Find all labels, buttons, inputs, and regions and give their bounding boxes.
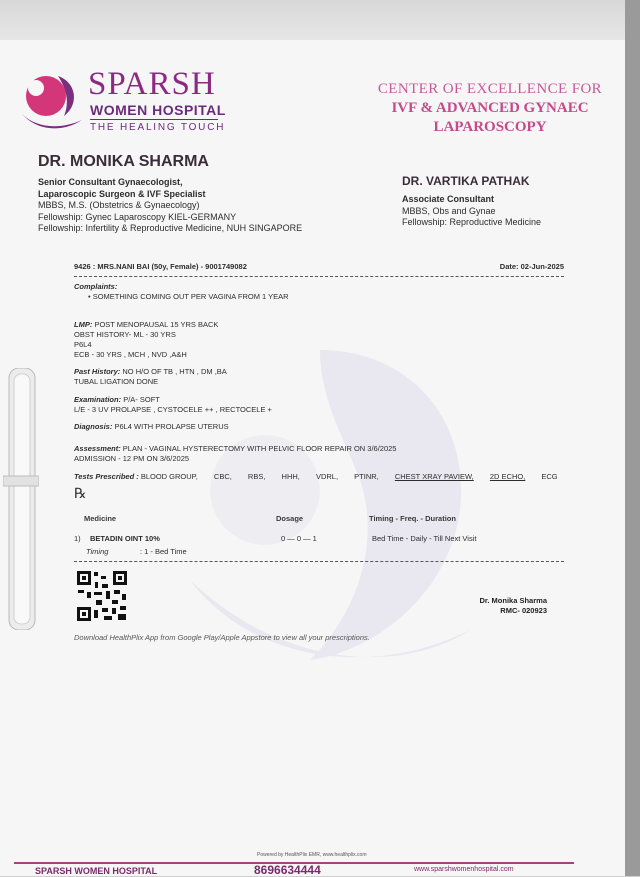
brand-name: SPARSH	[88, 66, 216, 102]
signature-name: Dr. Monika Sharma	[479, 596, 547, 605]
doctor1-fellowship2: Fellowship: Infertility & Reproductive Medicine, NUH SINGAPORE	[38, 223, 303, 233]
timing-column-header: Timing - Freq. - Duration	[369, 514, 456, 523]
examination-label: Examination:	[74, 395, 122, 404]
footer-hospital: SPARSH WOMEN HOSPITAL	[35, 866, 158, 876]
patient-header	[74, 262, 564, 272]
obst-history: OBST HISTORY- ML - 30 YRS	[74, 330, 176, 339]
footer-website: www.sparshwomenhospital.com	[414, 866, 514, 873]
footer-phone: 8696634444	[254, 863, 321, 877]
signature-block	[470, 596, 547, 616]
para-status: P6L4	[74, 340, 92, 349]
coe-line1: CENTER OF EXCELLENCE FOR	[377, 81, 603, 97]
test-item: VDRL,	[315, 472, 339, 481]
doctor2-block	[402, 174, 541, 229]
prescription-date: Date: 02-Jun-2025	[499, 262, 564, 271]
examination-value: P/A- SOFT	[123, 395, 160, 404]
admission-info: ADMISSION - 12 PM ON 3/6/2025	[74, 454, 190, 463]
footer	[14, 863, 584, 877]
rx-symbol: ℞	[74, 487, 87, 502]
coe-line2: IVF & ADVANCED GYNAEC	[391, 100, 589, 116]
test-item: 2D ECHO,	[489, 472, 526, 481]
past-history-section	[74, 367, 227, 387]
doctor1-fellowship1: Fellowship: Gynec Laparoscopy KIEL-GERMANY	[38, 211, 237, 222]
timing-label: Timing	[86, 547, 109, 556]
medicine-name: BETADIN OINT 10%	[90, 534, 160, 543]
diagnosis-section	[74, 422, 229, 432]
test-item: CBC,	[213, 472, 232, 481]
doctor2-title: Associate Consultant	[402, 194, 495, 204]
paper-top-edge	[0, 0, 640, 40]
patient-info: 9426 : MRS.NANI BAI (50y, Female) - 9001749082	[74, 262, 247, 271]
test-item: BLOOD GROUP,	[140, 472, 198, 481]
medicine-timing: Bed Time - Daily - Till Next Visit	[372, 534, 477, 543]
ecb-history: ECB - 30 YRS , MCH , NVD ,A&H	[74, 350, 187, 359]
paper-right-shadow	[625, 0, 640, 876]
complaints-section	[74, 282, 289, 302]
doctor1-title: Senior Consultant Gynaecologist,	[38, 177, 183, 187]
assessment-section	[74, 444, 396, 464]
past-history-label: Past History:	[74, 367, 121, 376]
medicine-dosage: 0 — 0 — 1	[281, 534, 317, 543]
timing-value: : 1 - Bed Time	[140, 547, 187, 556]
tubal-ligation: TUBAL LIGATION DONE	[74, 377, 159, 386]
brand-subtitle: WOMEN HOSPITAL	[90, 102, 226, 118]
header-rule	[74, 276, 564, 277]
hospital-logo-icon	[20, 70, 84, 132]
brand-divider	[90, 119, 218, 120]
coe-line3: LAPAROSCOPY	[433, 119, 547, 135]
complaint-item: • SOMETHING COMING OUT PER VAGINA FROM 1 YEAR	[88, 292, 289, 301]
medicine-column-header: Medicine	[84, 514, 117, 523]
assessment-label: Assessment:	[74, 444, 121, 453]
tests-label: Tests Prescribed :	[74, 472, 139, 481]
assessment-value: PLAN - VAGINAL HYSTERECTOMY WITH PELVIC FLOOR REPAIR ON 3/6/2025	[122, 444, 397, 453]
brand-tagline: THE HEALING TOUCH	[90, 122, 226, 133]
medicine-rule	[74, 561, 564, 562]
tests-section	[74, 472, 572, 481]
signature-rmc: RMC- 020923	[500, 606, 547, 615]
test-item: PTINR,	[354, 472, 379, 481]
download-app-note: Download HealthPlix App from Google Play/Apple Appstore to view all your prescriptions.	[74, 633, 370, 642]
doctor2-fellowship: Fellowship: Reproductive Medicine	[402, 217, 542, 227]
examination-section	[74, 395, 272, 415]
doctor1-specialty: Laparoscopic Surgeon & IVF Specialist	[38, 188, 206, 199]
dosage-column-header: Dosage	[276, 514, 304, 523]
past-history-value: NO H/O OF TB , HTN , DM ,BA	[122, 367, 227, 376]
doctor2-degree: MBBS, Obs and Gynae	[402, 205, 496, 216]
test-item: HHH,	[281, 472, 300, 481]
diagnosis-label: Diagnosis:	[74, 422, 113, 431]
history-section	[74, 320, 218, 360]
lmp-label: LMP:	[74, 320, 93, 329]
qr-code-icon	[76, 570, 128, 622]
test-item: RBS,	[247, 472, 266, 481]
test-item: CHEST XRAY PAVIEW,	[394, 472, 474, 481]
complaints-label: Complaints:	[74, 282, 118, 291]
local-examination: L/E - 3 UV PROLAPSE , CYSTOCELE ++ , RECTOCELE +	[74, 405, 272, 414]
test-item: ECG	[541, 472, 558, 481]
doctor1-name: DR. MONIKA SHARMA	[38, 153, 209, 170]
doctor1-degree: MBBS, M.S. (Obstetrics & Gynaecology)	[38, 200, 200, 210]
doctor2-name: DR. VARTIKA PATHAK	[402, 174, 530, 188]
powered-by: Powered by HealthPlix EMR, www.healthplix.com	[257, 852, 367, 858]
medicine-number: 1)	[74, 534, 81, 543]
diagnosis-value: P6L4 WITH PROLAPSE UTERUS	[114, 422, 229, 431]
doctor1-block	[38, 153, 302, 235]
lmp-value: POST MENOPAUSAL 15 YRS BACK	[94, 320, 219, 329]
center-of-excellence	[360, 80, 620, 137]
file-clip	[3, 368, 39, 630]
